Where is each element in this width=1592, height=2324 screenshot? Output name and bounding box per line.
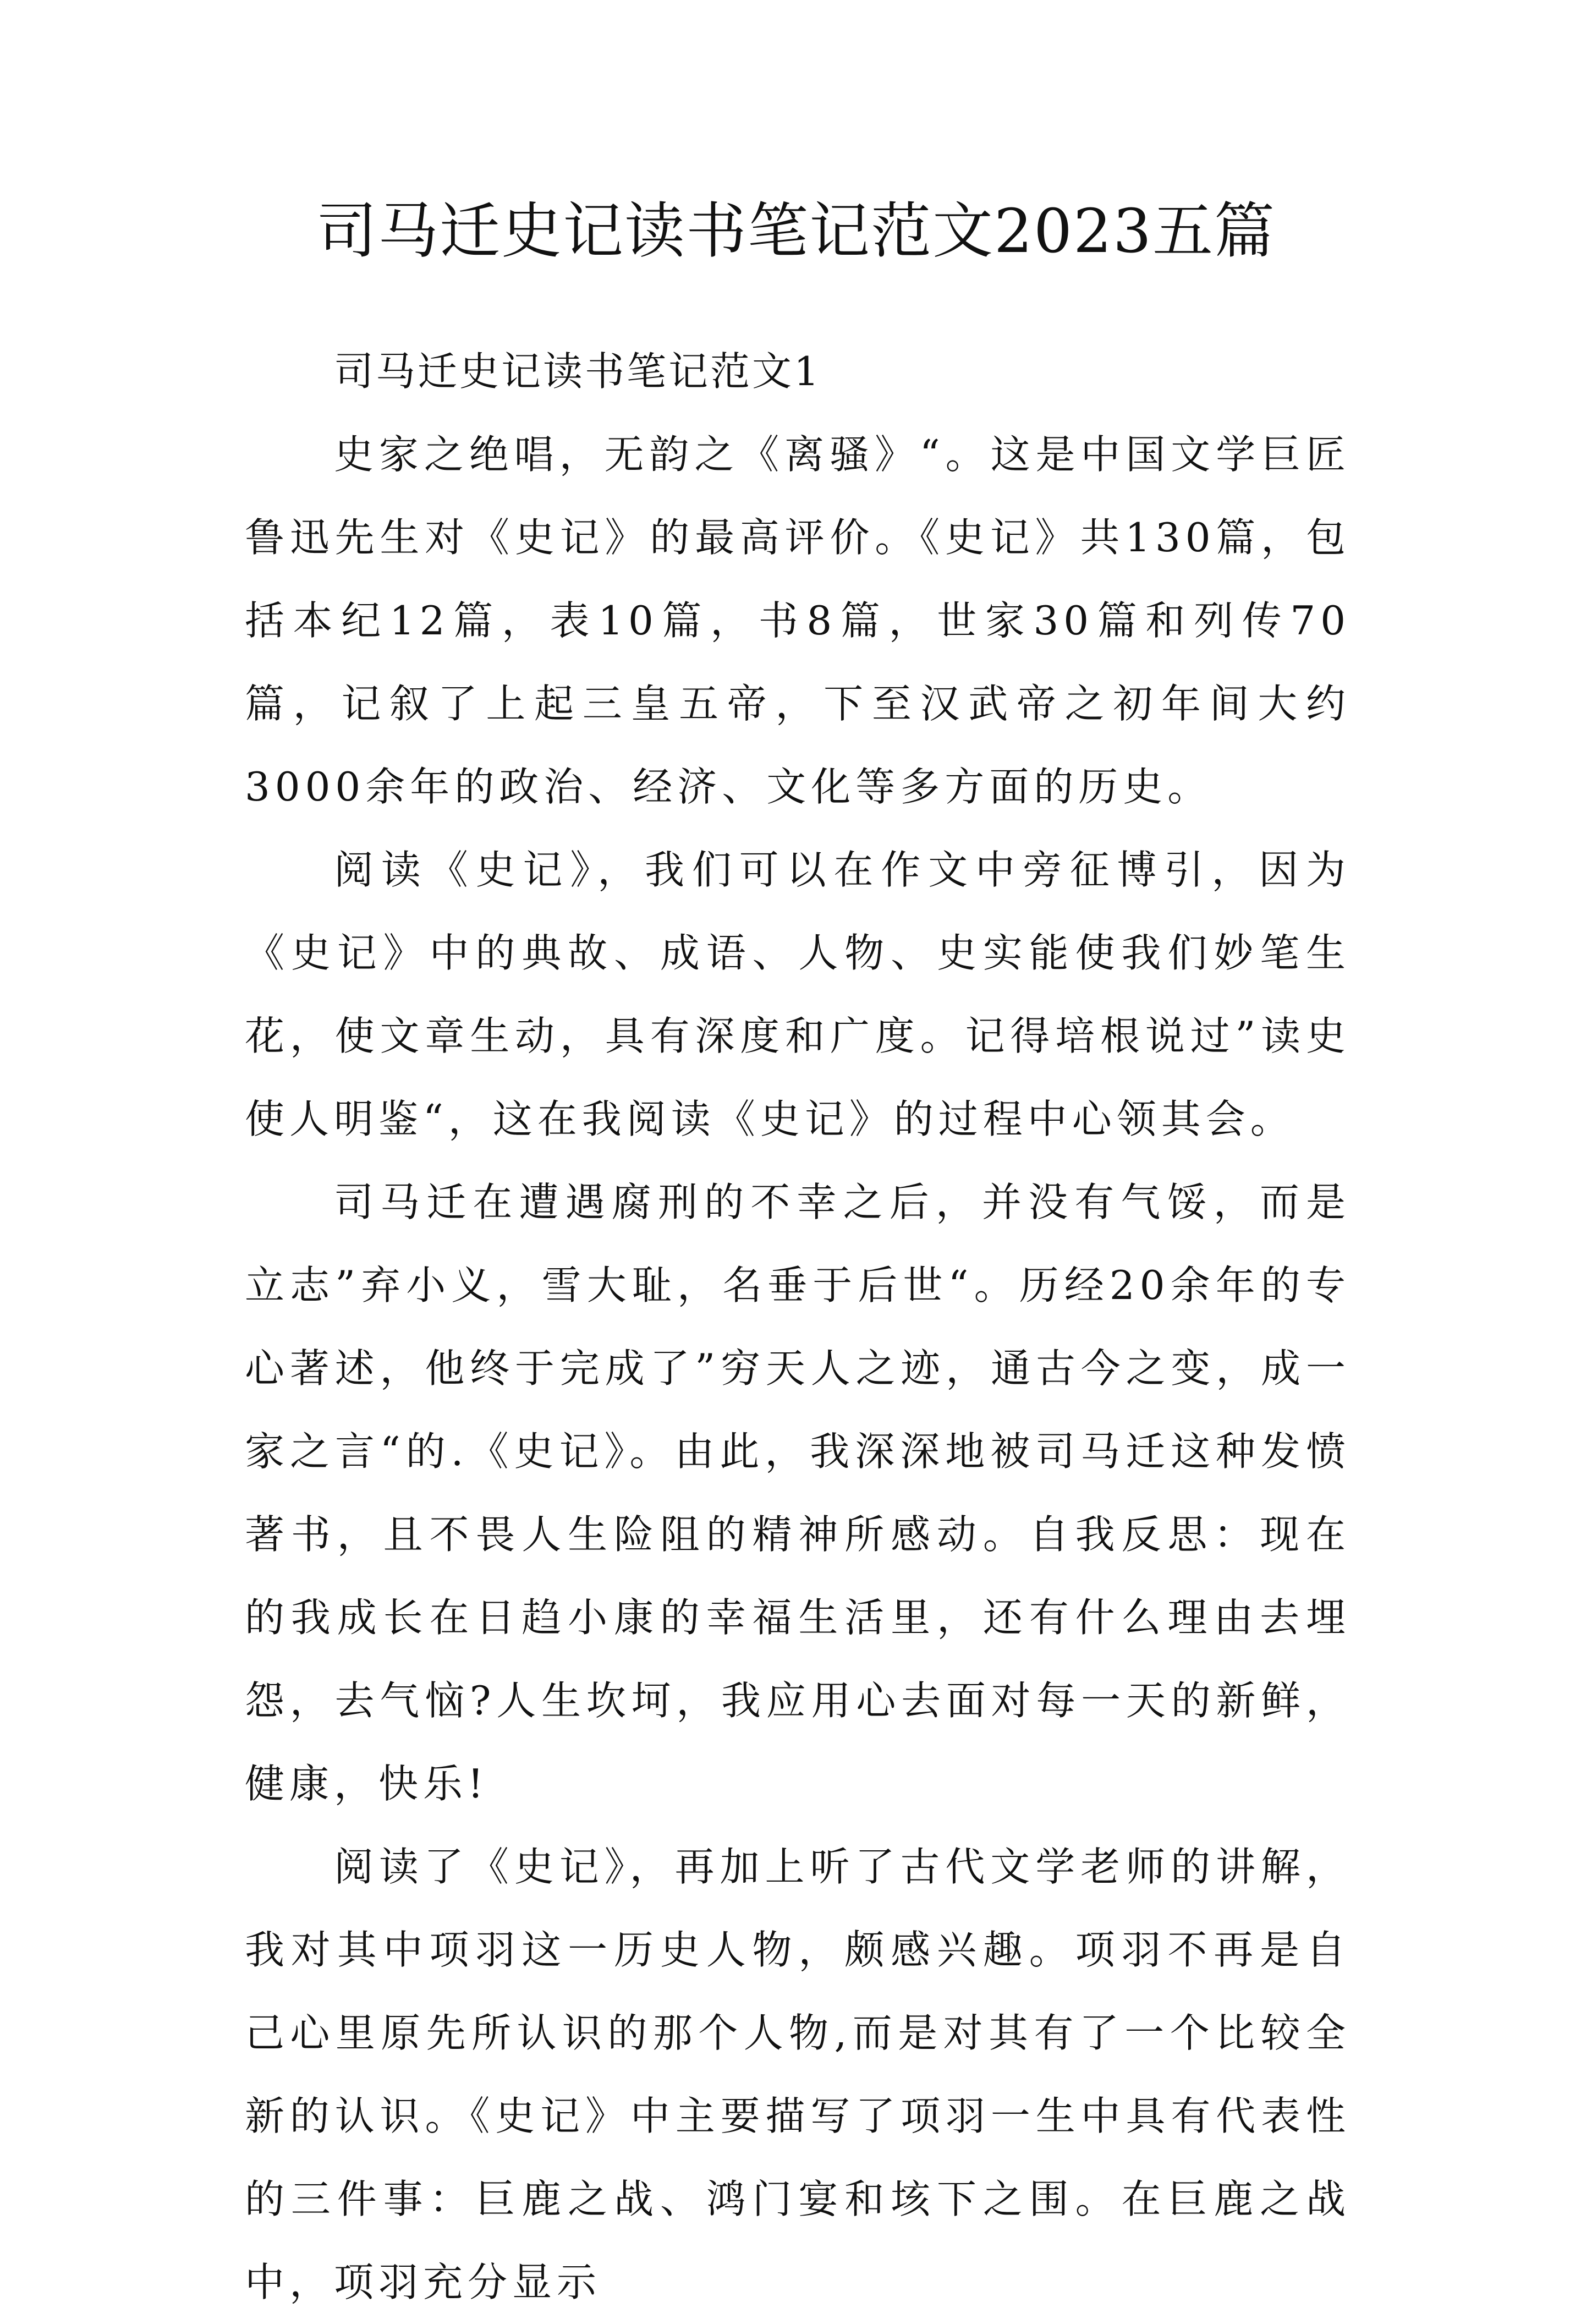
paragraph: 史家之绝唱，无韵之《离骚》“。这是中国文学巨匠鲁迅先生对《史记》的最高评价。《史记》共130篇，包括本纪12篇，表10篇，书8篇，世家30篇和列传70篇，记叙了上起三皇五帝，下至汉武帝之初年间大约3000余年的政治、经济、文化等多方面的历史。 xyxy=(245,431,1351,810)
paragraph: 阅读《史记》，我们可以在作文中旁征博引，因为《史记》中的典故、成语、人物、史实能使我们妙笔生花，使文章生动，具有深度和广度。记得培根说过”读史使人明鉴“，这在我阅读《史记》的过程中心领其会。 xyxy=(245,847,1351,1142)
paragraph: 司马迁在遭遇腐刑的不幸之后，并没有气馁，而是立志”弃小义，雪大耻，名垂于后世“。历经20余年的专心著述，他终于完成了”穷天人之迹，通古今之变，成一家之言“的.《史记》。由此，我深深地被司马迁这种发愤著书，且不畏人生险阻的精神所感动。自我反思：现在的我成长在日趋小康的幸福生活里，还有什么理由去埋怨，去气恼?人生坎坷，我应用心去面对每一天的新鲜，健康，快乐! xyxy=(245,1179,1351,1807)
document-body xyxy=(245,330,1351,2324)
document-title: 司马迁史记读书笔记范文2023五篇 xyxy=(316,196,1276,266)
section-heading: 司马迁史记读书笔记范文1 xyxy=(334,348,821,394)
paragraph: 阅读了《史记》，再加上听了古代文学老师的讲解，我对其中项羽这一历史人物，颇感兴趣。项羽不再是自己心里原先所认识的那个人物,而是对其有了一个比较全新的认识。《史记》中主要描写了项羽一生中具有代表性的三件事：巨鹿之战、鸿门宴和垓下之围。在巨鹿之战中，项羽充分显示 xyxy=(245,1844,1351,2305)
